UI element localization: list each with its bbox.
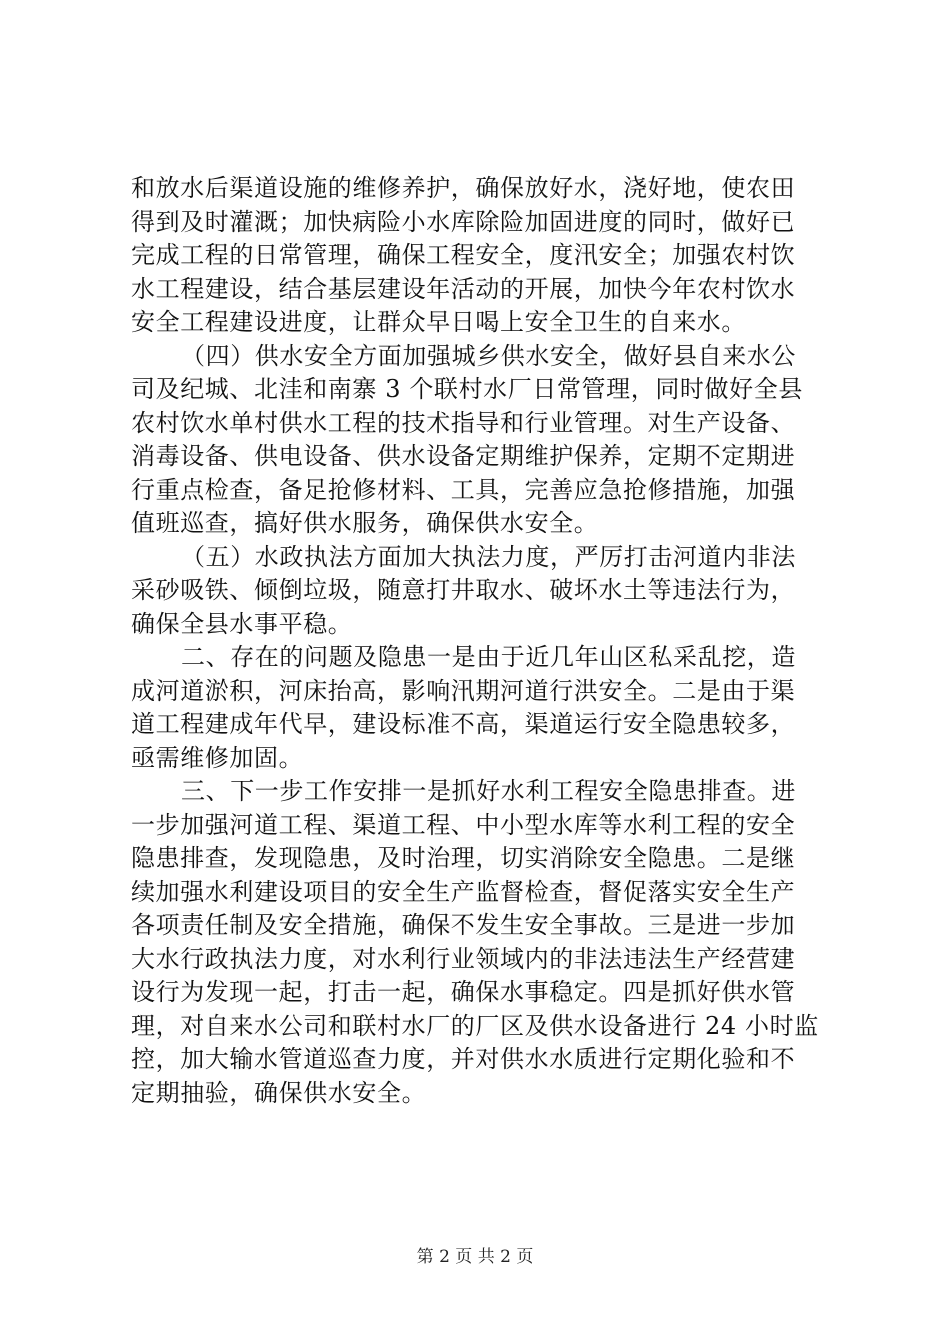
text-line: 控，加大输水管道巡查力度，并对供水水质进行定期化验和不 [131, 1045, 796, 1073]
text-line: （四）供水安全方面加强城乡供水安全，做好县自来水公 [181, 341, 796, 370]
text-line: 三、下一步工作安排一是抓好水利工程安全隐患排查。进 [181, 777, 796, 805]
text-line: 采砂吸铁、倾倒垃圾，随意打井取水、破坏水土等违法行为， [131, 576, 796, 604]
text-line: 和放水后渠道设施的维修养护，确保放好水，浇好地，使农田 [131, 174, 796, 202]
text-line: 一步加强河道工程、渠道工程、中小型水库等水利工程的安全 [131, 810, 796, 839]
text-line: 行重点检查，备足抢修材料、工具，完善应急抢修措施，加强 [131, 475, 796, 504]
text-line: 农村饮水单村供水工程的技术指导和行业管理。对生产设备、 [131, 408, 796, 437]
text-line: 理，对自来水公司和联村水厂的厂区及供水设备进行 24 小时监 [131, 1011, 819, 1040]
text-line: （五）水政执法方面加大执法力度，严厉打击河道内非法 [181, 542, 796, 571]
text-line: 确保全县水事平稳。 [131, 609, 353, 638]
text-line: 亟需维修加固。 [131, 743, 304, 772]
text-line: 司及纪城、北洼和南寨 3 个联村水厂日常管理，同时做好全县 [131, 375, 803, 403]
text-line: 成河道淤积，河床抬高，影响汛期河道行洪安全。二是由于渠 [131, 676, 796, 705]
text-line: 安全工程建设进度，让群众早日喝上安全卫生的自来水。 [131, 308, 746, 336]
page-footer: 第 2 页 共 2 页 [416, 1247, 534, 1267]
text-line: 消毒设备、供电设备、供水设备定期维护保养，定期不定期进 [131, 442, 796, 470]
text-line: 续加强水利建设项目的安全生产监督检查，督促落实安全生产 [131, 877, 796, 906]
text-line: 水工程建设，结合基层建设年活动的开展，加快今年农村饮水 [131, 274, 796, 303]
text-line: 二、存在的问题及隐患一是由于近几年山区私采乱挖，造 [181, 643, 796, 671]
text-line: 设行为发现一起，打击一起，确保水事稳定。四是抓好供水管 [131, 978, 796, 1006]
text-line: 得到及时灌溉；加快病险小水库除险加固进度的同时，做好已 [131, 207, 796, 236]
text-line: 各项责任制及安全措施，确保不发生安全事故。三是进一步加 [131, 911, 796, 939]
text-line: 完成工程的日常管理，确保工程安全，度汛安全；加强农村饮 [131, 241, 796, 269]
text-line: 道工程建成年代早，建设标准不高，渠道运行安全隐患较多， [131, 710, 796, 738]
text-line: 隐患排查，发现隐患，及时治理，切实消除安全隐患。二是继 [131, 844, 796, 872]
text-line: 值班巡查，搞好供水服务，确保供水安全。 [131, 509, 599, 537]
text-line: 定期抽验，确保供水安全。 [131, 1078, 427, 1107]
text-line: 大水行政执法力度，对水利行业领域内的非法违法生产经营建 [131, 944, 796, 973]
document-body [131, 172, 823, 1110]
